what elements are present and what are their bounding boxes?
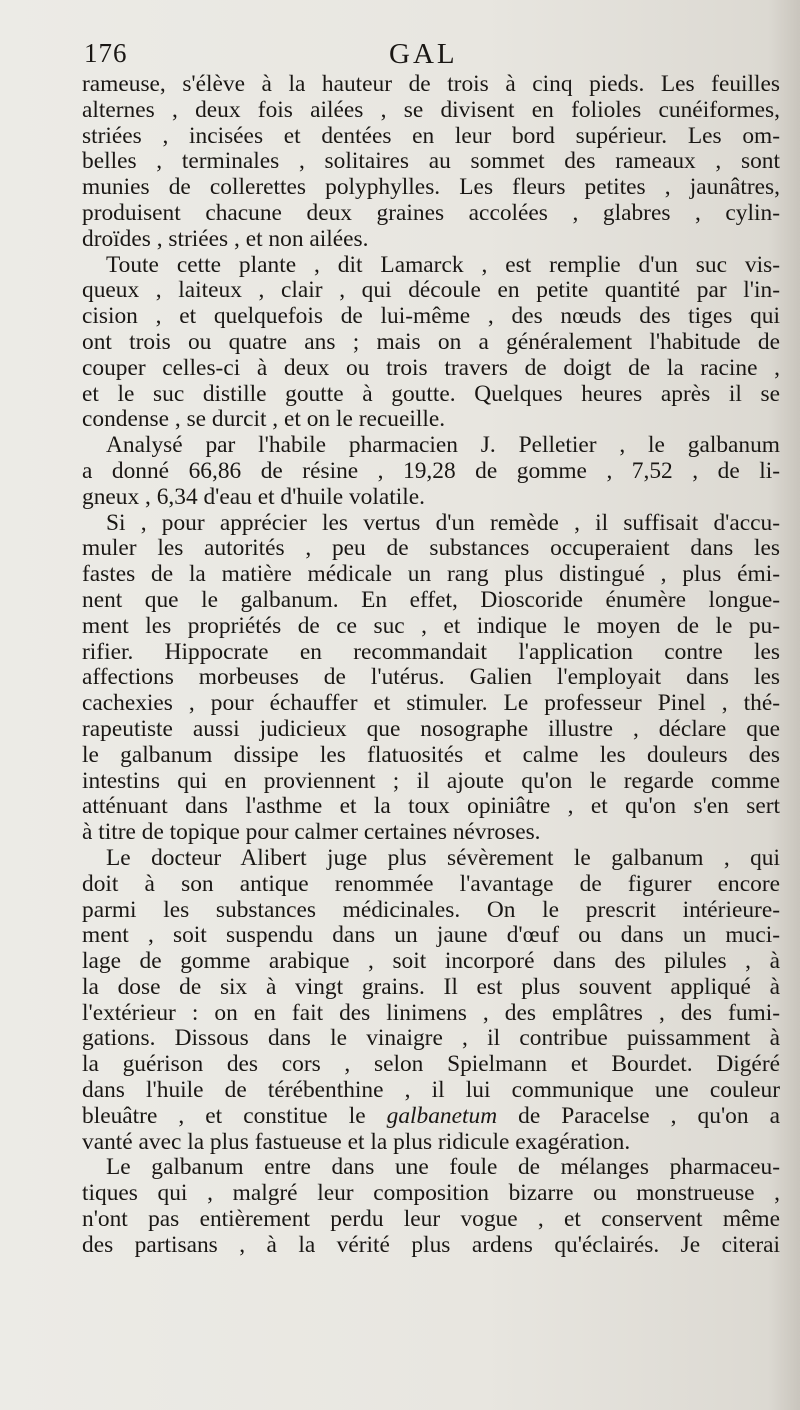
text-line: Le docteur Alibert juge plus sévèrement le galbanum , qui (106, 844, 780, 871)
text-line: queux , laiteux , clair , qui découle en petite quantité par l'in- (82, 277, 780, 304)
text-line: produisent chacune deux graines accolées , glabres , cylin- (82, 199, 780, 226)
text-line: n'ont pas entièrement perdu leur vogue , et conservent même (82, 1206, 780, 1233)
text-line: atténuant dans l'asthme et la toux opiniâtre , et qu'on s'en sert (82, 793, 780, 820)
text-line: a donné 66,86 de résine , 19,28 de gomme , 7,52 , de li- (82, 457, 780, 484)
text-line: droïdes , striées , et non ailées. (82, 225, 369, 252)
text-line: et le suc distille goutte à goutte. Quelques heures après il se (82, 380, 780, 407)
text-segment: de Paracelse , qu'on a (497, 1102, 780, 1129)
text-line: muler les autorités , peu de substances occuperaient dans les (82, 535, 780, 562)
text-line: nent que le galbanum. En effet, Dioscoride énumère longue- (82, 586, 780, 613)
text-line: affections morbeuses de l'utérus. Galien l'employait dans les (82, 664, 780, 691)
text-line: tiques qui , malgré leur composition bizarre ou monstrueuse , (82, 1180, 780, 1207)
page-number: 176 (84, 38, 128, 68)
text-line: ont trois ou quatre ans ; mais on a généralement l'habitude de (82, 328, 780, 355)
text-line: la guérison des cors , selon Spielmann et Bourdet. Digéré (82, 1051, 780, 1078)
text-line: couper celles-ci à deux ou trois travers de doigt de la racine , (82, 354, 780, 381)
text-line: ment , soit suspendu dans un jaune d'œuf ou dans un muci- (82, 922, 780, 949)
text-line: Analysé par l'habile pharmacien J. Pelletier , le galbanum (106, 432, 780, 459)
text-line: intestins qui en proviennent ; il ajoute qu'on le regarde comme (82, 767, 780, 794)
text-line: cachexies , pour échauffer et stimuler. Le professeur Pinel , thé- (82, 690, 780, 717)
text-line: rameuse, s'élève à la hauteur de trois à cinq pieds. Les feuilles (82, 71, 780, 97)
text-line: Si , pour apprécier les vertus d'un remède , il suffisait d'accu- (106, 509, 780, 536)
text-line: lage de gomme arabique , soit incorporé dans des pilules , à (82, 948, 780, 975)
paragraph-5 (82, 846, 780, 1156)
running-head: GAL (389, 38, 458, 70)
paragraph-3 (82, 433, 780, 510)
text-line: la dose de six à vingt grains. Il est plus souvent appliqué à (82, 973, 780, 1000)
text-segment: bleuâtre , et constitue le (82, 1102, 387, 1129)
text-line: Le galbanum entre dans une foule de mélanges pharmaceu- (106, 1154, 780, 1181)
text-line: condense , se durcit , et on le recueille. (82, 406, 446, 433)
italic-term: galbanetum (386, 1102, 498, 1129)
text-line: belles , terminales , solitaires au sommet des rameaux , sont (82, 148, 780, 175)
text-line: dans l'huile de térébenthine , il lui communique une couleur (82, 1077, 780, 1104)
text-line: gations. Dissous dans le vinaigre , il contribue puissamment à (82, 1025, 780, 1052)
text-line: rifier. Hippocrate en recommandait l'application contre les (82, 638, 780, 665)
text-line: fastes de la matière médicale un rang plus distingué , plus émi- (82, 561, 780, 588)
text-line: le galbanum dissipe les flatuosités et calme les douleurs des (82, 741, 780, 768)
text-line: parmi les substances médicinales. On le prescrit intérieure- (82, 896, 780, 923)
text-line: doit à son antique renommée l'avantage de figurer encore (82, 870, 780, 897)
text-line: alternes , deux fois ailées , se divisent en folioles cunéiformes, (82, 96, 780, 123)
paragraph-1 (82, 72, 780, 253)
text-line: vanté avec la plus fastueuse et la plus ridicule exagération. (82, 1128, 631, 1155)
text-line: l'extérieur : on en fait des linimens , des emplâtres , des fumi- (82, 999, 780, 1026)
body-text (82, 72, 780, 1259)
text-line: rapeutiste aussi judicieux que nosographe illustre , déclare que (82, 715, 780, 742)
text-line: cision , et quelquefois de lui-même , des nœuds des tiges qui (82, 303, 780, 330)
text-line: Toute cette plante , dit Lamarck , est remplie d'un suc vis- (106, 251, 780, 278)
paragraph-2 (82, 253, 780, 434)
text-line: striées , incisées et dentées en leur bord supérieur. Les om- (82, 122, 780, 149)
text-line: gneux , 6,34 d'eau et d'huile volatile. (82, 483, 425, 510)
text-line: ment les propriétés de ce suc , et indique le moyen de le pu- (82, 612, 780, 639)
paragraph-6 (82, 1155, 780, 1258)
text-line: des partisans , à la vérité plus ardens qu'éclairés. Je citerai (82, 1231, 780, 1258)
text-line: munies de collerettes polyphylles. Les fleurs petites , jaunâtres, (82, 174, 780, 201)
text-line: à titre de topique pour calmer certaines névroses. (82, 819, 541, 846)
paragraph-4 (82, 511, 780, 846)
text-line (82, 1104, 780, 1130)
